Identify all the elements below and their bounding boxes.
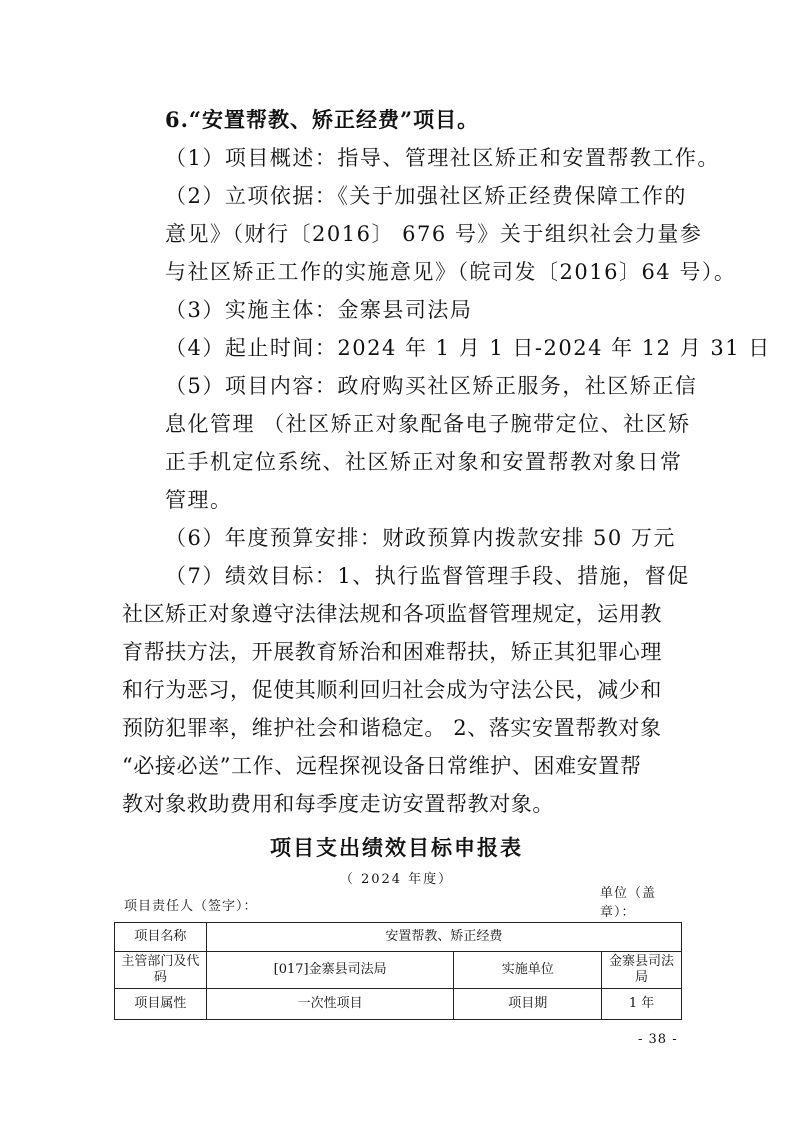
dept-label: 主管部门及代码 — [115, 952, 207, 989]
dept-value: [017]金寨县司法局 — [206, 952, 454, 989]
paragraph-line: （5）项目内容：政府购买社区矫正服务，社区矫正信 — [165, 374, 698, 398]
table-row — [115, 923, 682, 952]
project-period-label: 项目期 — [454, 989, 602, 1020]
paragraph-line: 正手机定位系统、社区矫正对象和安置帮教对象日常 — [165, 450, 683, 474]
project-period-value: 1 年 — [602, 989, 682, 1020]
responsible-person-label: 项目责任人（签字）： — [124, 899, 258, 914]
unit-seal-label: 单位（盖章）： — [600, 886, 657, 920]
table-row — [115, 989, 682, 1020]
project-attr-value: 一次性项目 — [206, 989, 454, 1020]
paragraph-line: 预防犯罪率，维护社会和谐稳定。 2、落实安置帮教对象 — [122, 716, 662, 740]
table-title: 项目支出绩效目标申报表 — [270, 836, 523, 860]
paragraph-line: （4）起止时间：2024 年 1 月 1 日-2024 年 12 月 31 日 — [165, 336, 771, 360]
project-name-label: 项目名称 — [115, 923, 207, 952]
paragraph-line: 教对象救助费用和每季度走访安置帮教对象。 — [122, 792, 554, 816]
year-line: （ 2024 年度） — [339, 872, 454, 887]
paragraph-line: 管理。 — [165, 488, 233, 512]
project-name-value: 安置帮教、矫正经费 — [206, 923, 681, 952]
paragraph-line: 育帮扶方法，开展教育矫治和困难帮扶，矫正其犯罪心理 — [122, 640, 662, 664]
paragraph-line: （2）立项依据：《关于加强社区矫正经费保障工作的 — [165, 184, 687, 208]
page-number: - 38 - — [638, 1032, 678, 1047]
impl-unit-value: 金寨县司法局 — [602, 952, 682, 989]
paragraph-line: 息化管理 （社区矫正对象配备电子腕带定位、社区矫 — [165, 412, 691, 436]
table-row — [115, 952, 682, 989]
paragraph-line: 和行为恶习，促使其顺利回归社会成为守法公民，减少和 — [122, 678, 662, 702]
paragraph-line: （6）年度预算安排：财政预算内拨款安排 50 万元 — [165, 526, 676, 550]
paragraph-line: （7）绩效目标：1、执行监督管理手段、措施，督促 — [165, 564, 690, 588]
paragraph-line: （1）项目概述：指导、管理社区矫正和安置帮教工作。 — [165, 146, 720, 170]
project-attr-label: 项目属性 — [115, 989, 207, 1020]
paragraph-line: 与社区矫正工作的实施意见》（皖司发〔2016〕64 号）。 — [165, 260, 737, 284]
section-heading: 6.“安置帮教、矫正经费”项目。 — [165, 107, 480, 132]
paragraph-line: 意见》（财行〔2016〕 676 号》关于组织社会力量参 — [165, 222, 703, 246]
paragraph-line: （3）实施主体：金寨县司法局 — [165, 298, 473, 322]
paragraph-line: 社区矫正对象遵守法律法规和各项监督管理规定，运用教 — [122, 602, 662, 626]
performance-target-table — [114, 922, 682, 1020]
impl-unit-label: 实施单位 — [454, 952, 602, 989]
paragraph-line: “必接必送”工作、远程探视设备日常维护、困难安置帮 — [122, 754, 642, 778]
